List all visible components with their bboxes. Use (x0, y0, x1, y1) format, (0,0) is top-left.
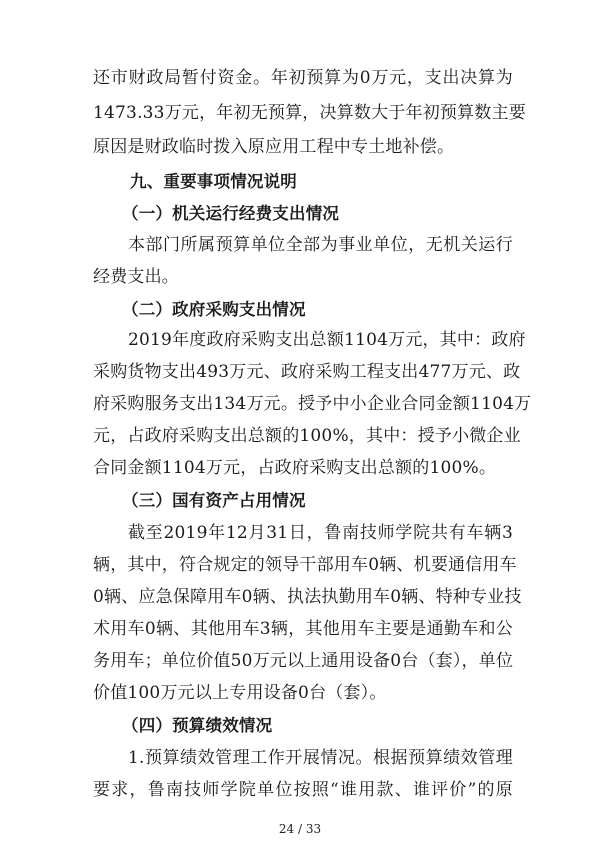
paragraph-line: 本部门所属预算单位全部为事业单位，无机关运行 (128, 235, 513, 255)
paragraph-line: 务用车；单位价值50万元以上通用设备0台（套），单位 (93, 651, 514, 671)
paragraph-line: 元，占政府采购支出总额的100%，其中：授予小微企业 (93, 426, 521, 446)
paragraph-line: 采购货物支出493万元、政府采购工程支出477万元、政 (93, 362, 521, 382)
subsection-heading-2: （二）政府采购支出情况 (122, 300, 306, 319)
paragraph-line: 截至2019年12月31日，鲁南技师学院共有车辆3 (128, 523, 513, 543)
paragraph-line: 合同金额1104万元，占政府采购支出总额的100%。 (93, 458, 497, 478)
paragraph-line: 辆，其中，符合规定的领导干部用车0辆、机要通信用车 (93, 555, 517, 575)
paragraph-line: 经费支出。 (93, 267, 179, 287)
paragraph-line: 术用车0辆、其他用车3辆，其他用车主要是通勤车和公 (93, 619, 513, 639)
section-heading-9: 九、重要事项情况说明 (130, 172, 297, 191)
page-number: 24 / 33 (278, 822, 322, 836)
paragraph-line: 1473.33万元，年初无预算，决算数大于年初预算数主要 (93, 103, 526, 123)
subsection-heading-3: （三）国有资产占用情况 (122, 491, 306, 510)
paragraph-line: 0辆、应急保障用车0辆、执法执勤用车0辆、特种专业技 (93, 587, 522, 607)
paragraph-line: 原因是财政临时拨入原应用工程中专土地补偿。 (93, 137, 455, 157)
paragraph-line: 府采购服务支出134万元。授予中小企业合同金额1104万 (93, 394, 532, 414)
paragraph-line: 价值100万元以上专用设备0台（套）。 (93, 683, 387, 703)
paragraph-line: 还市财政局暂付资金。年初预算为0万元，支出决算为 (93, 68, 513, 88)
paragraph-line: 2019年度政府采购支出总额1104万元，其中：政府 (128, 330, 526, 350)
subsection-heading-1: （一）机关运行经费支出情况 (122, 204, 340, 223)
paragraph-line: 1.预算绩效管理工作开展情况。根据预算绩效管理 (128, 748, 513, 768)
subsection-heading-4: （四）预算绩效情况 (122, 716, 273, 735)
paragraph-line: 要求，鲁南技师学院单位按照“谁用款、谁评价”的原 (93, 780, 513, 800)
